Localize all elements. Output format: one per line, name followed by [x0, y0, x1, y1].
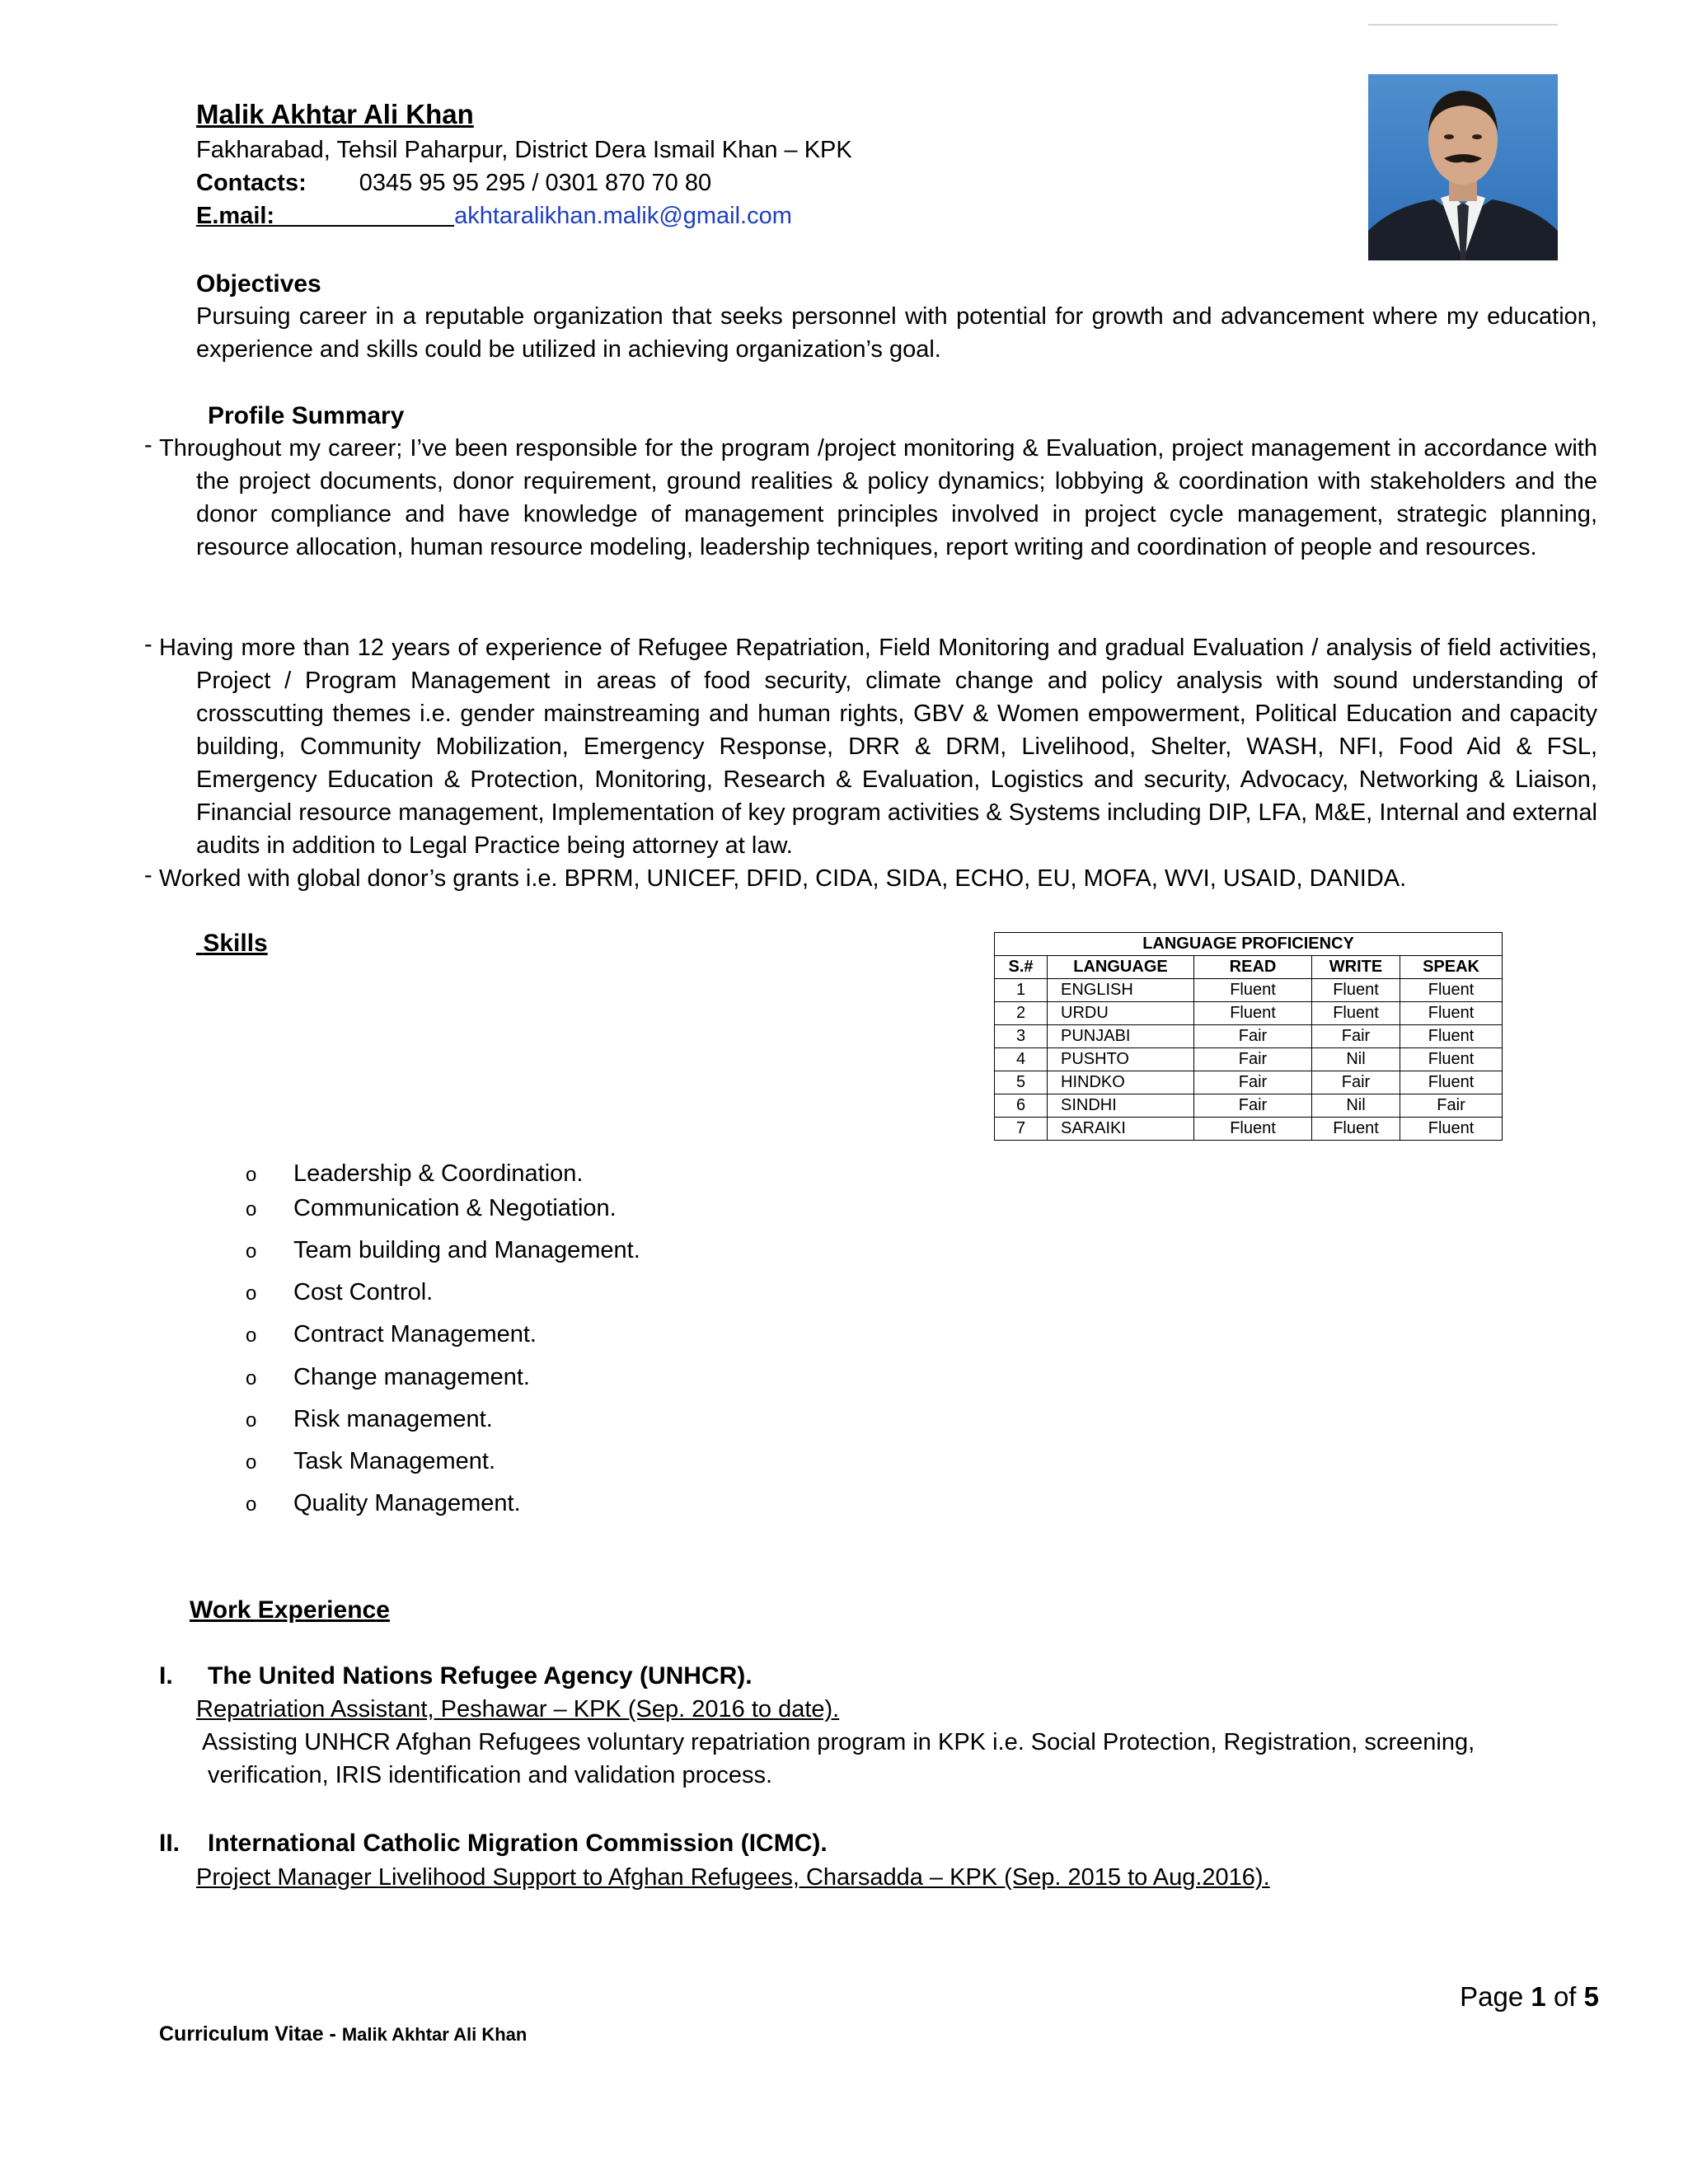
job-org: The United Nations Refugee Agency (UNHCR).: [208, 1662, 753, 1690]
summary-item-1: [159, 432, 1597, 564]
cell: 3: [995, 1025, 1048, 1048]
job-numeral: II.: [159, 1830, 181, 1857]
cell: ENGLISH: [1048, 979, 1194, 1002]
bullet-icon: o: [246, 1240, 257, 1263]
cell: Fluent: [1194, 979, 1312, 1002]
contacts-line: [196, 170, 711, 197]
skill-text: Team building and Management.: [293, 1237, 640, 1263]
bullet-icon: o: [246, 1164, 257, 1186]
cell: Fair: [1400, 1094, 1503, 1118]
cell: Fair: [1194, 1048, 1312, 1071]
page-number: [1460, 1981, 1599, 2013]
email-link[interactable]: akhtaralikhan.malik@gmail.com: [454, 203, 792, 229]
skill-text: Risk management.: [293, 1406, 493, 1432]
cell: Nil: [1312, 1048, 1400, 1071]
cell: Fair: [1194, 1071, 1312, 1094]
footer-cv-title: [159, 2022, 527, 2046]
cell: Fluent: [1400, 1118, 1503, 1141]
email-label: E.mail:: [196, 203, 275, 229]
table-row: [995, 1002, 1503, 1025]
contacts-value: 0345 95 95 295 / 0301 870 70 80: [359, 170, 712, 196]
job-org: International Catholic Migration Commission (ICMC).: [208, 1830, 828, 1857]
table-title: LANGUAGE PROFICIENCY: [995, 933, 1503, 956]
job-description-line: Assisting UNHCR Afghan Refugees voluntary repatriation program in KPK i.e. Social Protection, Registration, screening,: [202, 1729, 1475, 1755]
col-header: S.#: [995, 956, 1048, 979]
job-position: Repatriation Assistant, Peshawar – KPK (Sep. 2016 to date).: [196, 1696, 840, 1722]
cell: SARAIKI: [1048, 1118, 1194, 1141]
cell: Fair: [1194, 1094, 1312, 1118]
page-prefix: Page: [1460, 1981, 1531, 2012]
cell: 7: [995, 1118, 1048, 1141]
cell: Fair: [1312, 1025, 1400, 1048]
skill-text: Cost Control.: [293, 1279, 434, 1305]
col-header: LANGUAGE: [1048, 956, 1194, 979]
cell: PUSHTO: [1048, 1048, 1194, 1071]
cell: Fair: [1312, 1071, 1400, 1094]
cell: URDU: [1048, 1002, 1194, 1025]
cell: Fluent: [1400, 1048, 1503, 1071]
email-line: [196, 203, 792, 230]
cell: SINDHI: [1048, 1094, 1194, 1118]
job-position: Project Manager Livelihood Support to Afghan Refugees, Charsadda – KPK (Sep. 2015 to Aug.2016).: [196, 1864, 1270, 1891]
cell: Fair: [1194, 1025, 1312, 1048]
objectives-heading: Objectives: [196, 270, 321, 298]
skill-text: Change management.: [293, 1364, 530, 1390]
cell: HINDKO: [1048, 1071, 1194, 1094]
cell: 4: [995, 1048, 1048, 1071]
page-current: 1: [1531, 1981, 1546, 2012]
table-row: [995, 1118, 1503, 1141]
table-title-row: [995, 933, 1503, 956]
job-numeral: I.: [159, 1662, 173, 1690]
skill-text: Leadership & Coordination.: [293, 1160, 584, 1187]
bullet-icon: o: [246, 1493, 257, 1516]
cell: Fluent: [1400, 1071, 1503, 1094]
table-row: [995, 1071, 1503, 1094]
skill-text: Task Management.: [293, 1448, 496, 1474]
skill-text: Contract Management.: [293, 1321, 537, 1347]
col-header: SPEAK: [1400, 956, 1503, 979]
cell: 1: [995, 979, 1048, 1002]
skill-text: Communication & Negotiation.: [293, 1195, 617, 1221]
table-row: [995, 979, 1503, 1002]
dash-bullet: -: [144, 432, 152, 458]
work-experience-heading: Work Experience: [190, 1596, 390, 1624]
cell: PUNJABI: [1048, 1025, 1194, 1048]
cell: Fluent: [1400, 979, 1503, 1002]
footer-cv-label: Curriculum Vitae -: [159, 2022, 342, 2046]
job-description-line: verification, IRIS identification and validation process.: [208, 1762, 773, 1788]
table-header-row: [995, 956, 1503, 979]
skill-text: Quality Management.: [293, 1490, 521, 1516]
cell: Fluent: [1400, 1025, 1503, 1048]
col-header: READ: [1194, 956, 1312, 979]
table-row: [995, 1048, 1503, 1071]
bullet-icon: o: [246, 1198, 257, 1221]
bullet-icon: o: [246, 1367, 257, 1390]
cell: 6: [995, 1094, 1048, 1118]
page-of: of: [1545, 1981, 1584, 2012]
cell: Fluent: [1194, 1002, 1312, 1025]
top-rule: [1368, 24, 1558, 26]
profile-photo: [1368, 74, 1558, 260]
summary-item-2-text: Having more than 12 years of experience of Refugee Repatriation, Field Monitoring and gradual Evaluation / analysis of field activities, Project / Program Management in areas of food security, climate change and policy analysis with sound understanding of crosscutting themes i.e. gender mainstreaming and human rights, GBV & Women empowerment, Political Education and capacity building, Community Mobilization, Emergency Response, DRR & DRM, Livelihood, Shelter, WASH, NFI, Food Aid & FSL, Emergency Education & Protection, Monitoring, Research & Evaluation, Logistics and security, Advocacy, Networking & Liaison, Financial resource management, Implementation of key program activities & Systems including DIP, LFA, M&E, Internal and external audits in addition to Legal Practice being attorney at law.: [159, 635, 1597, 859]
contacts-label: Contacts:: [196, 170, 307, 196]
summary-item-3: Worked with global donor’s grants i.e. BPRM, UNICEF, DFID, CIDA, SIDA, ECHO, EU, MOFA, WVI, USAID, DANIDA.: [159, 865, 1407, 892]
cell: 5: [995, 1071, 1048, 1094]
table-row: [995, 1025, 1503, 1048]
cell: Fluent: [1312, 979, 1400, 1002]
bullet-icon: o: [246, 1324, 257, 1347]
cell: 2: [995, 1002, 1048, 1025]
cell: Nil: [1312, 1094, 1400, 1118]
col-header: WRITE: [1312, 956, 1400, 979]
cell: Fluent: [1400, 1002, 1503, 1025]
page-total: 5: [1583, 1981, 1599, 2012]
cell: Fluent: [1312, 1002, 1400, 1025]
table-row: [995, 1094, 1503, 1118]
objectives-text: Pursuing career in a reputable organization that seeks personnel with potential for growth and advancement where my education, experience and skills could be utilized in achieving organization’s goal.: [196, 303, 1597, 363]
dash-bullet: -: [144, 862, 152, 888]
profile-summary-heading: Profile Summary: [208, 402, 405, 429]
address: Fakharabad, Tehsil Paharpur, District Dera Ismail Khan – KPK: [196, 137, 852, 163]
bullet-icon: o: [246, 1451, 257, 1474]
skills-heading: [196, 930, 268, 958]
summary-item-2: [159, 631, 1597, 862]
cell: Fluent: [1312, 1118, 1400, 1141]
bullet-icon: o: [246, 1409, 257, 1432]
skills-heading-text: Skills: [203, 930, 268, 957]
bullet-icon: o: [246, 1282, 257, 1305]
dash-bullet: -: [144, 631, 152, 658]
cell: Fluent: [1194, 1118, 1312, 1141]
summary-item-1-text: Throughout my career; I’ve been responsible for the program /project monitoring & Evaluation, project management in accordance with the project documents, donor requirement, ground realities & policy dynamics; lobbying & coordination with stakeholders and the donor compliance and have knowledge of management principles involved in project cycle management, strategic planning, resource allocation, human resource modeling, leadership techniques, report writing and coordination of people and resources.: [159, 435, 1597, 560]
language-proficiency-table: [994, 932, 1503, 1141]
footer-cv-name: Malik Akhtar Ali Khan: [341, 2024, 528, 2045]
candidate-name: Malik Akhtar Ali Khan: [196, 99, 474, 129]
